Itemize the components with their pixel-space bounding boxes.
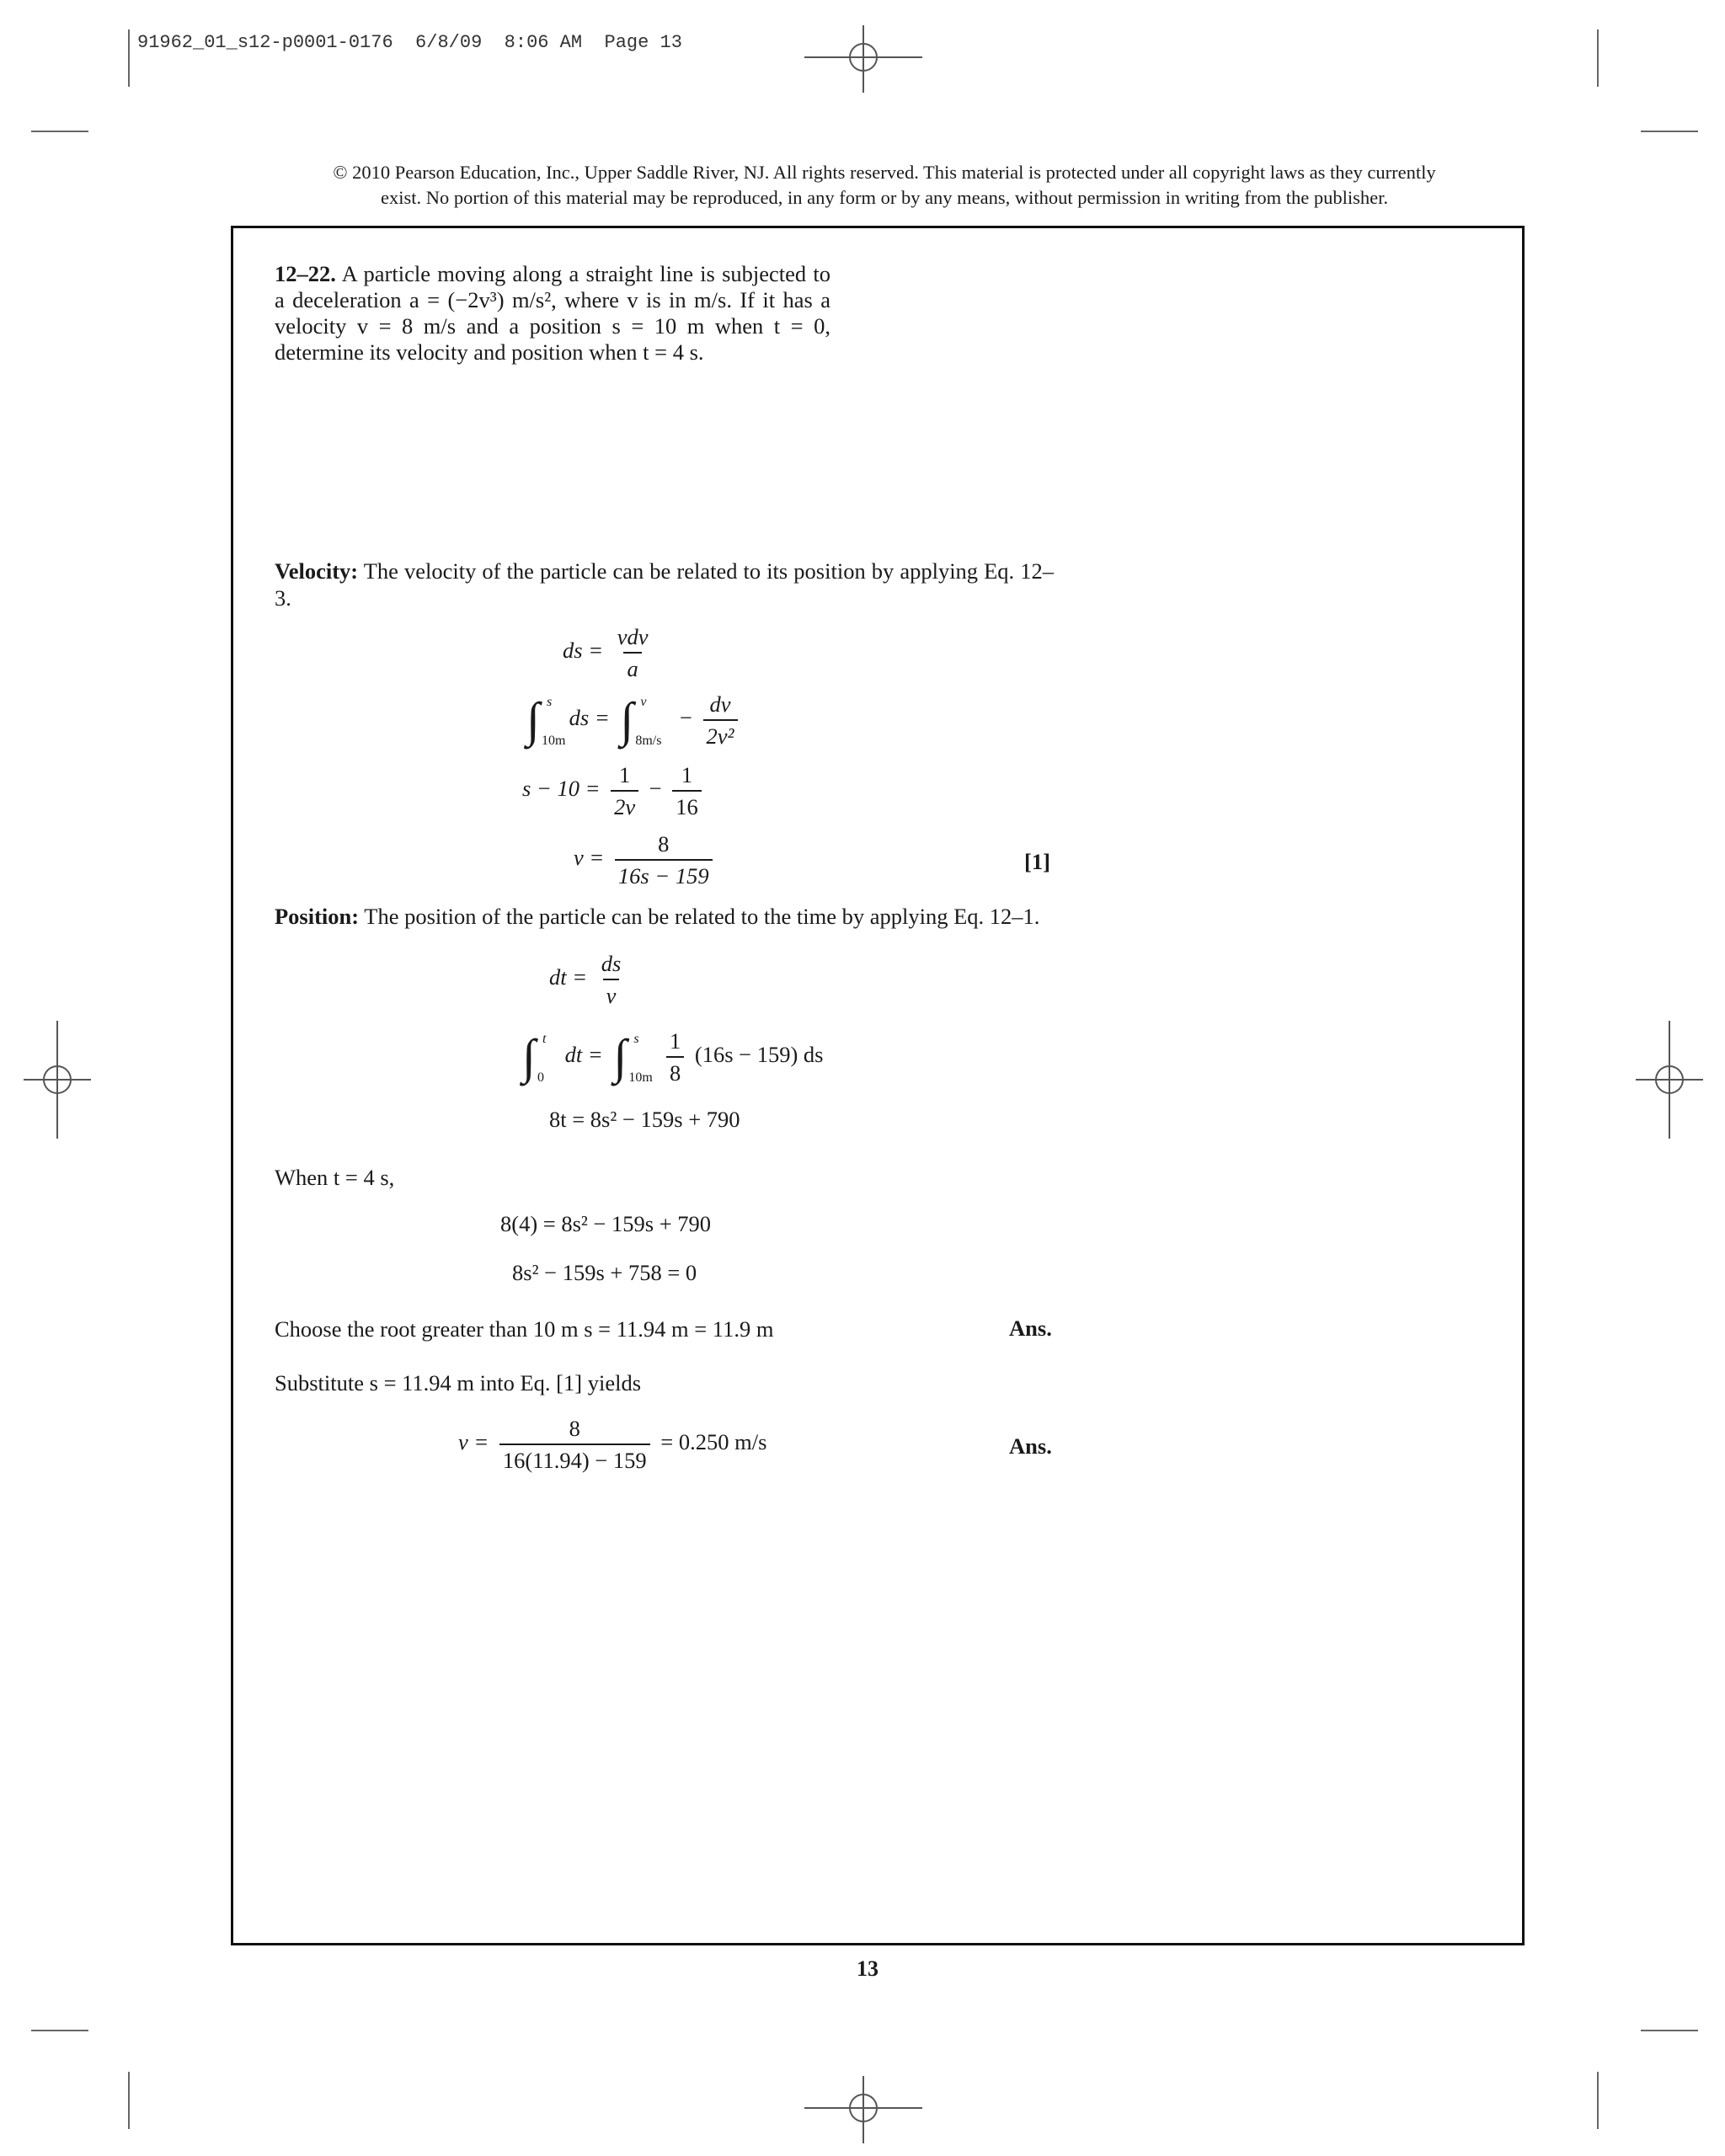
printer-slug: 91962_01_s12-p0001-0176 6/8/09 8:06 AM Page 13 — [137, 32, 682, 53]
when-text: When t = 4 s, — [275, 1165, 395, 1190]
fraction-numerator: ds — [601, 951, 622, 976]
copyright-line-2: exist. No portion of this material may be reproduced, in any form or by any means, without permission in writing from the publisher. — [380, 187, 1388, 208]
integral-lower-limit: 10m — [628, 1070, 653, 1085]
minus-sign: − — [679, 705, 692, 731]
position-text: The position of the particle can be related to the time by applying Eq. 12–1. — [364, 904, 1040, 929]
crop-mark — [1597, 29, 1599, 87]
crop-mark — [1641, 131, 1698, 132]
fraction — [598, 952, 625, 1007]
crop-mark — [31, 131, 88, 132]
velocity-paragraph — [275, 558, 1054, 611]
fraction — [499, 1417, 650, 1472]
fraction-denominator: 16 — [672, 790, 702, 819]
fraction — [672, 763, 702, 819]
solution-frame — [231, 226, 1525, 1945]
integral-lower-limit: 0 — [537, 1070, 544, 1085]
answer-label: Ans. — [1009, 1315, 1052, 1341]
equation-tag: [1] — [1024, 849, 1050, 874]
fraction-numerator: vdv — [617, 624, 649, 649]
problem-number: 12–22. — [275, 261, 336, 286]
integral-sign: ∫ s 10m — [526, 692, 566, 748]
integral-upper-limit: t — [542, 1032, 547, 1046]
registration-mark-icon — [804, 25, 922, 93]
integral-upper-limit: v — [640, 695, 647, 709]
fraction-numerator: 8 — [569, 1416, 580, 1441]
crop-mark — [31, 2030, 88, 2031]
fraction-numerator: 1 — [618, 762, 631, 787]
integral-upper-limit: s — [547, 695, 553, 709]
eq-rhs: = 0.250 m/s — [660, 1429, 767, 1455]
when-eq-1: 8(4) = 8s² − 159s + 790 — [500, 1211, 712, 1236]
eq-lhs: ds = — [563, 638, 604, 664]
eq-lhs: ds = — [569, 705, 610, 731]
eq-lhs: dt = — [564, 1042, 603, 1068]
integral-lower-limit: 10m — [542, 734, 566, 748]
position-paragraph — [275, 903, 1075, 930]
crop-mark — [1641, 2030, 1698, 2031]
fraction-denominator: v — [603, 979, 620, 1007]
fraction-numerator: 1 — [681, 762, 693, 787]
fraction-denominator: 16s − 159 — [615, 859, 713, 888]
position-eq-2 — [522, 1029, 823, 1085]
fraction-numerator: 1 — [670, 1028, 681, 1054]
crop-mark — [1597, 2072, 1599, 2129]
registration-mark-icon — [24, 1021, 91, 1139]
integral-sign: ∫ v 8m/s — [620, 692, 662, 748]
eq-lhs: v = — [458, 1429, 489, 1455]
velocity-heading: Velocity: — [275, 558, 359, 584]
copyright-line-1: © 2010 Pearson Education, Inc., Upper Saddle River, NJ. All rights reserved. This material is protected under all copyright laws as they currently — [333, 162, 1436, 183]
fraction — [666, 1029, 684, 1085]
fraction-denominator: 16(11.94) − 159 — [499, 1444, 650, 1472]
registration-mark-icon — [804, 2076, 922, 2143]
integral-sign: ∫ s 10m — [613, 1029, 653, 1085]
substitute-text: Substitute s = 11.94 m into Eq. [1] yields — [275, 1370, 642, 1396]
fraction — [611, 763, 638, 819]
fraction-numerator: 8 — [658, 831, 670, 857]
root-text: Choose the root greater than 10 m s = 11.94 m = 11.9 m — [275, 1316, 774, 1342]
problem-statement — [275, 261, 830, 366]
velocity-eq-1 — [563, 625, 656, 680]
fraction — [614, 625, 652, 680]
eq-lhs: s − 10 = — [522, 776, 601, 802]
fraction-denominator: 2v — [611, 790, 638, 819]
minus-sign: − — [649, 776, 662, 802]
velocity-text: The velocity of the particle can be related to its position by applying Eq. 12–3. — [275, 558, 1054, 611]
velocity-eq-3 — [522, 763, 707, 819]
integrand: (16s − 159) ds — [694, 1042, 824, 1068]
integral-sign: ∫ t 0 — [522, 1029, 547, 1085]
fraction — [615, 832, 713, 888]
eq-lhs: dt = — [549, 964, 588, 990]
registration-mark-icon — [1636, 1021, 1703, 1139]
position-heading: Position: — [275, 904, 360, 929]
when-eq-2: 8s² − 159s + 758 = 0 — [512, 1260, 697, 1285]
answer-label: Ans. — [1009, 1433, 1052, 1459]
velocity-eq-4 — [574, 832, 718, 888]
fraction — [703, 692, 738, 748]
position-eq-1 — [549, 952, 629, 1007]
velocity-eq-2 — [526, 692, 743, 748]
fraction-numerator: dv — [709, 691, 731, 717]
substitute-eq — [458, 1417, 766, 1472]
integral-lower-limit: 8m/s — [635, 734, 662, 748]
fraction-denominator: a — [623, 652, 641, 680]
integral-upper-limit: s — [633, 1032, 639, 1046]
copyright-notice — [168, 160, 1600, 211]
fraction-denominator: 2v² — [703, 719, 738, 748]
problem-text: A particle moving along a straight line is subjected to a deceleration a = (−2v³) m/s², where v is in m/s. If it has a velocity v = 8 m/s and a position s = 10 m when t = 0, determine its velocity and position when t = 4 s. — [275, 261, 830, 365]
eq-lhs: v = — [574, 845, 605, 871]
crop-mark — [128, 2072, 130, 2129]
page-number: 13 — [857, 1956, 879, 1981]
crop-mark — [128, 29, 130, 87]
position-eq-3: 8t = 8s² − 159s + 790 — [549, 1107, 740, 1132]
fraction-denominator: 8 — [666, 1056, 684, 1085]
